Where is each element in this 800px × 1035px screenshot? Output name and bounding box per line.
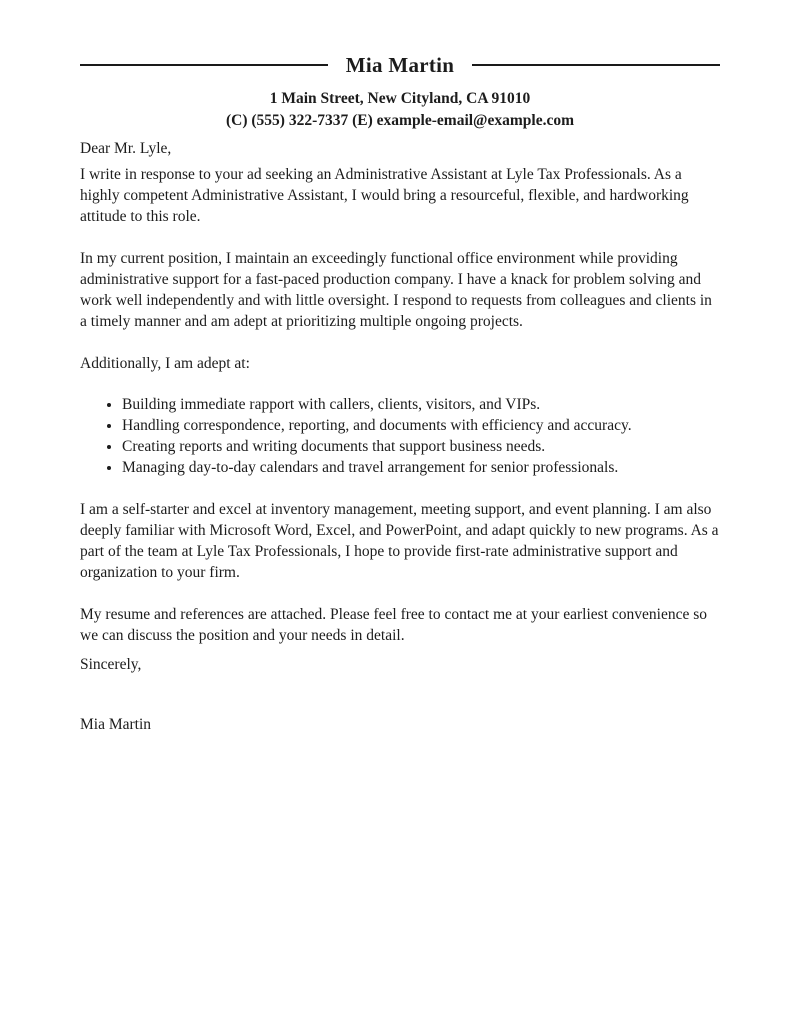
body-paragraph-2: In my current position, I maintain an exceedingly functional office environment while providing administrative support for a fast-paced production company. I have a knack for problem solving and work well independently and with little oversight. I respond to requests from colleagues and clients in a timely manner and am adept at prioritizing multiple ongoing projects. [80,250,712,330]
contact-line: (C) (555) 322-7337 (E) example-email@example.com [225,112,574,129]
list-intro: Additionally, I am adept at: [80,355,250,372]
signature-name: Mia Martin [80,716,152,733]
letter-body [80,138,720,735]
skills-list-item: • Creating reports and writing documents that support business needs. [122,436,680,457]
letter-header [80,52,720,78]
skills-list-item: • Handling correspondence, reporting, and documents with efficiency and accuracy. [122,415,680,436]
body-paragraph-3: I am a self-starter and excel at inventory management, meeting support, and event planning. I am also deeply familiar with Microsoft Word, Excel, and PowerPoint, and adapt quickly to new programs. As a part of the team at Lyle Tax Professionals, I hope to provide first-rate administrative support and organization to your firm. [80,501,719,581]
closing-valediction: Sincerely, [80,656,142,673]
header-rule-right [472,64,720,66]
salutation: Dear Mr. Lyle, [80,140,172,157]
skills-list-item: • Managing day-to-day calendars and travel arrangement for senior professionals. [122,457,680,478]
header-rule-left [80,64,328,66]
letter-header-name: Mia Martin [345,52,455,77]
skills-list [80,394,720,478]
body-paragraph-1: I write in response to your ad seeking an Administrative Assistant at Lyle Tax Professionals. As a highly competent Administrative Assistant, I would bring a resourceful, flexible, and hardworking attitude to this role. [80,166,689,225]
skills-list-item: • Building immediate rapport with callers, clients, visitors, and VIPs. [122,394,680,415]
body-paragraph-4: My resume and references are attached. Please feel free to contact me at your earliest convenience so we can discuss the position and your needs in detail. [80,606,708,644]
address-line: 1 Main Street, New Cityland, CA 91010 [269,90,531,107]
